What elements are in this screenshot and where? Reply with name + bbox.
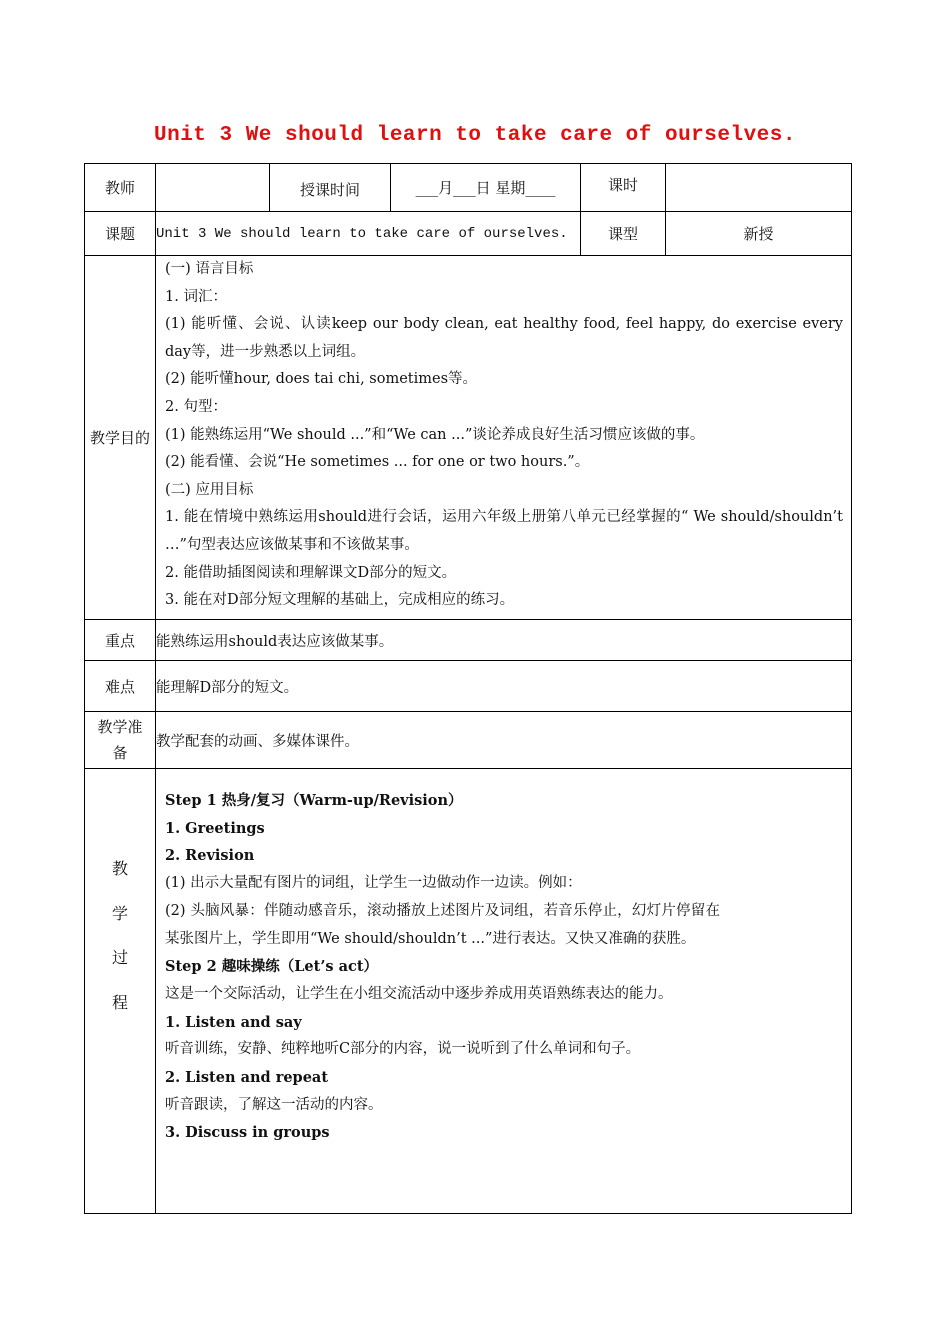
- goal-line: 1. 能在情境中熟练运用should进行会话，运用六年级上册第八单元已经掌握的“ We should/shouldn’t …”句型表达应该做某事和不该做某事。: [165, 509, 843, 553]
- process-heading: 2. Listen and repeat: [165, 1069, 329, 1087]
- process-heading: 1. Greetings: [165, 819, 265, 837]
- process-heading: Step 1 热身/复习（Warm-up/Revision）: [165, 792, 463, 809]
- process-line: (2) 头脑风暴：伴随动感音乐，滚动播放上述图片及词组，若音乐停止，幻灯片停留在某张图片上，学生即用“We should/shouldn’t ...”进行表达。又快又准确的获胜。: [165, 902, 720, 947]
- process-label-char: 程: [111, 992, 128, 1012]
- process-heading: Step 2 趣味操练（Let’s act）: [165, 958, 379, 976]
- goal-line: 2. 句型：: [165, 398, 227, 415]
- process-content: [156, 769, 726, 1213]
- goal-line: (1) 能听懂、会说、认读keep our body clean, eat healthy food, feel happy, do exercise every day等，进一步熟悉以上词组。: [165, 316, 843, 360]
- preparation-label: 教学准备: [85, 712, 156, 769]
- process-line: 听音跟读，了解这一活动的内容。: [165, 1096, 383, 1113]
- topic-label: 课题: [85, 212, 156, 256]
- period-value: [666, 164, 852, 212]
- teacher-label: 教师: [85, 164, 156, 212]
- lesson-plan-table: [84, 163, 852, 1214]
- process-line: 这是一个交际活动，让学生在小组交流活动中逐步养成用英语熟练表达的能力。: [165, 985, 673, 1002]
- goals-label: 教学目的: [85, 256, 156, 620]
- difficulty-label: 难点: [85, 661, 156, 712]
- lesson-type-value: 新授: [666, 212, 852, 256]
- date-value: ___月___日 星期____: [391, 164, 581, 212]
- process-label-char: 教: [111, 859, 128, 878]
- goal-line: (2) 能看懂、会说“He sometimes ... for one or two hours.”。: [165, 454, 590, 471]
- teacher-value: [156, 164, 270, 212]
- process-notes: [726, 769, 851, 1213]
- goal-line: (1) 能熟练运用“We should ...”和“We can ...”谈论养成良好生活习惯应该做的事。: [165, 426, 705, 443]
- goal-line: (一) 语言目标: [165, 261, 254, 277]
- process-heading: 2. Revision: [165, 847, 255, 865]
- class-time-label: 授课时间: [270, 164, 391, 212]
- goals-content: [156, 256, 852, 620]
- topic-value: Unit 3 We should learn to take care of ourselves.: [156, 212, 581, 256]
- process-line: 听音训练，安静、纯粹地听C部分的内容，说一说听到了什么单词和句子。: [165, 1041, 641, 1058]
- process-label-char: 学: [111, 903, 128, 923]
- goal-line: (二) 应用目标: [165, 481, 254, 498]
- period-label: 课时: [581, 164, 666, 212]
- goal-line: (2) 能听懂hour, does tai chi, sometimes等。: [165, 371, 478, 388]
- process-cell: [156, 769, 852, 1214]
- goal-line: 1. 词汇：: [165, 288, 227, 305]
- goal-line: 3. 能在对D部分短文理解的基础上，完成相应的练习。: [165, 592, 515, 609]
- process-heading: 3. Discuss in groups: [165, 1124, 330, 1142]
- goal-line: 2. 能借助插图阅读和理解课文D部分的短文。: [165, 564, 457, 581]
- process-label: [85, 769, 156, 1214]
- process-heading: 1. Listen and say: [165, 1013, 302, 1031]
- preparation-value: 教学配套的动画、多媒体课件。: [156, 712, 852, 769]
- lesson-title: Unit 3 We should learn to take care of ourselves.: [153, 124, 796, 147]
- process-label-char: 过: [111, 948, 128, 967]
- difficulty-value: 能理解D部分的短文。: [156, 661, 852, 712]
- process-line: (1) 出示大量配有图片的词组，让学生一边做动作一边读。例如：: [165, 875, 582, 892]
- lesson-type-label: 课型: [581, 212, 666, 256]
- key-point-value: 能熟练运用should表达应该做某事。: [156, 620, 852, 661]
- key-point-label: 重点: [85, 620, 156, 661]
